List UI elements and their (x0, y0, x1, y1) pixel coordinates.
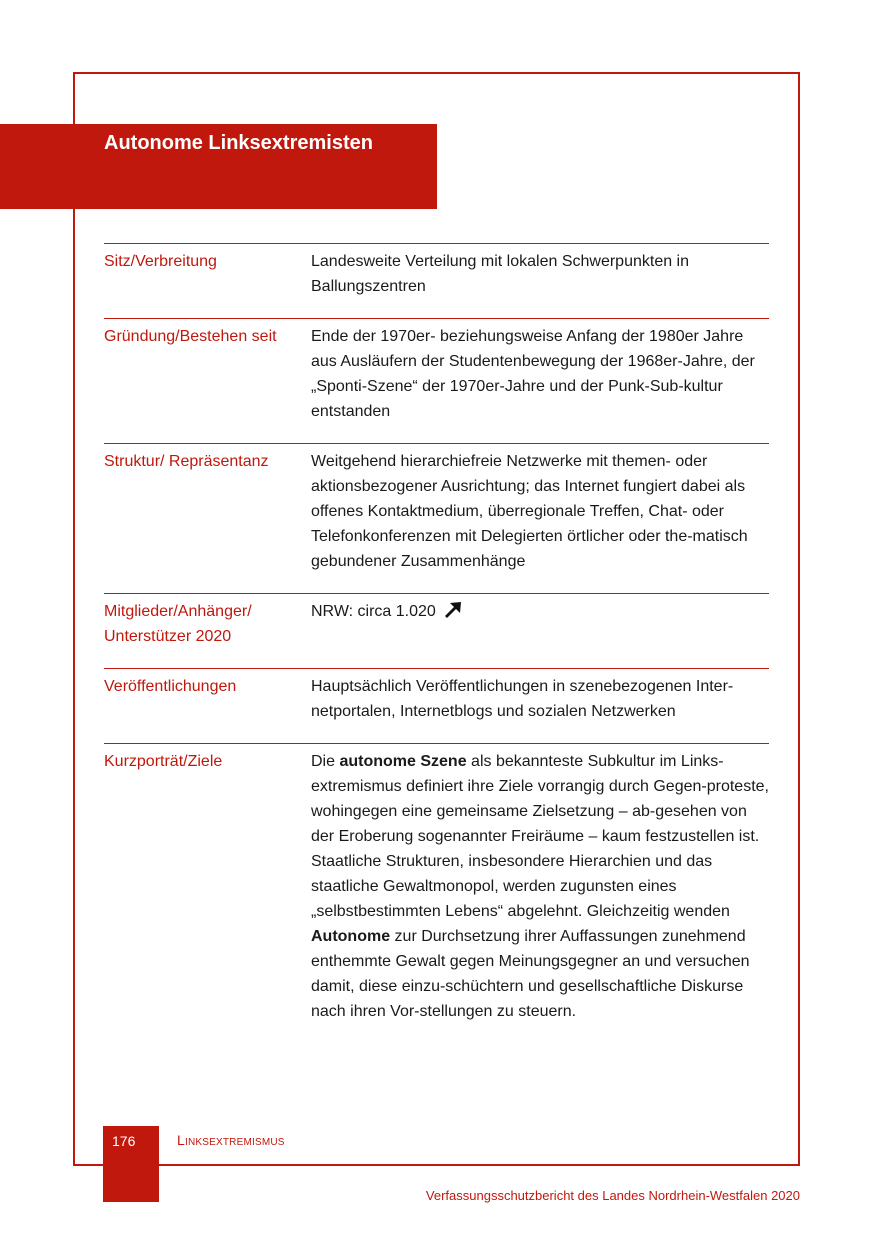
table-row (104, 443, 769, 593)
page-title: Autonome Linksextremisten (104, 132, 373, 154)
row-value: Landesweite Verteilung mit lokalen Schwerpunkten in Ballungszentren (311, 253, 690, 295)
row-label: Gründung/Bestehen seit (104, 328, 277, 345)
profile-table (104, 243, 769, 1024)
row-label: Kurzporträt/Ziele (104, 753, 223, 770)
row-label: Sitz/Verbreitung (104, 253, 217, 270)
row-label (104, 599, 311, 668)
bold-term: autonome Szene (339, 753, 467, 770)
table-row (104, 593, 769, 668)
text-segment: als bekannteste Subkultur im Links-extremismus definiert ihre Ziele vorrangig durch Gegen-proteste, wohingegen eine gemeinsame Zielsetzung – ab-gesehen von der Eroberung sogenannter Freiräume – kaum festzustellen ist. Staatliche Strukturen, insbesondere Hierarchien und das staatliche Gewaltmonopol, werden zugunsten eines „selbstbestimmten Lebens“ abgelehnt. Gleichzeitig wenden (311, 753, 769, 920)
row-value (311, 599, 769, 668)
row-value: Hauptsächlich Veröffentlichungen in szenebezogenen Inter-netportalen, Internetblogs und sozialen Netzwerken (311, 678, 734, 720)
text-segment: Die (311, 753, 340, 770)
footer-text: Verfassungsschutzbericht des Landes Nordrhein-Westfalen 2020 (425, 1188, 800, 1203)
page-number: 176 (112, 1133, 136, 1149)
table-row (104, 668, 769, 743)
row-label: Struktur/ Repräsentanz (104, 453, 269, 470)
arrow-up-right-icon (444, 601, 462, 627)
text-segment: zur Durchsetzung ihrer Auffassungen zunehmend enthemmte Gewalt gegen Meinungsgegner an und versuchen damit, diese einzu-schüchtern und gesellschaftliche Diskurse nach ihren Vor-stellungen zu steuern. (311, 928, 750, 1020)
table-row (104, 318, 769, 443)
table-row (104, 743, 769, 1024)
row-value: Weitgehend hierarchiefreie Netzwerke mit themen- oder aktionsbezogener Ausrichtung; das Internet fungiert dabei als offenes Kontaktmedium, überregionale Treffen, Chat- oder Telefonkonferenzen mit Delegierten örtlicher oder the-matisch gebundener Zusammenhänge (311, 453, 748, 570)
row-value (311, 749, 769, 1024)
row-label-line: Unterstützer 2020 (104, 628, 232, 645)
bold-term: Autonome (311, 928, 391, 945)
row-label: Veröffentlichungen (104, 678, 237, 695)
table-row (104, 243, 769, 318)
member-count: NRW: circa 1.020 (311, 603, 436, 620)
section-label: Linksextremismus (177, 1132, 285, 1148)
row-label-line: Mitglieder/Anhänger/ (104, 603, 252, 620)
row-value: Ende der 1970er- beziehungsweise Anfang der 1980er Jahre aus Ausläufern der Studentenbewegung der 1968er-Jahre, der „Sponti-Szene“ der 1970er-Jahre und der Punk-Sub-kultur entstanden (311, 328, 755, 420)
